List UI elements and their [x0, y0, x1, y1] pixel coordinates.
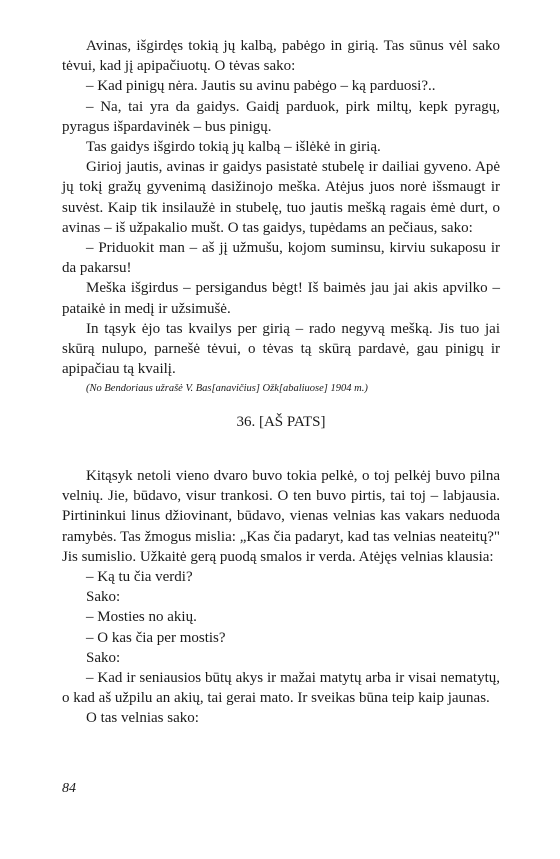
paragraph: O tas velnias sako:: [86, 710, 199, 727]
paragraph: Sako:: [86, 589, 121, 606]
page-number: 84: [62, 781, 76, 796]
paragraph: – Mosties no akių.: [86, 609, 197, 626]
paragraph: Avinas, išgirdęs tokią jų kalbą, pabėgo in girią. Tas sūnus vėl sako tėvui, kad jį apipačiuotų. O tėvas sako:: [62, 38, 500, 75]
paragraph: Girioj jautis, avinas ir gaidys pasistatė stubelę ir dailiai gyveno. Apė jų tokį gražų gyvenimą dasižinojo meška. Atėjus juos norė išsmaugt ir suvėst. Kaip tik insilaužė in stubelę, tuo jautis mešką ragais ėmė durt, o avinas – iš užpakalio mušt. O tas gaidys, tupėdams an pečiaus, sako:: [62, 159, 500, 236]
paragraph: – Na, tai yra da gaidys. Gaidį parduok, pirk miltų, kepk pyragų, pyragus išpardavinėk – bus pinigų.: [62, 98, 500, 135]
paragraph: – Kad ir seniausios būtų akys ir mažai matytų arba ir visai nematytų, o kad aš užpilu an akių, tai gerai mato. Ir sveikas būna teip kaip jaunas.: [62, 670, 500, 707]
paragraph: Meška išgirdus – persigandus bėgt! Iš baimės jau jai akis apvilko – pataikė in medį ir užsimušė.: [62, 280, 500, 317]
paragraph: – Kad pinigų nėra. Jautis su avinu pabėgo – ką parduosi?..: [86, 78, 436, 95]
paragraph: Tas gaidys išgirdo tokią jų kalbą – išlėkė in girią.: [86, 139, 381, 156]
paragraph: Kitąsyk netoli vieno dvaro buvo tokia pelkė, o toj pelkėj buvo pilna velnių. Jie, būdavo, visur trankosi. O ten buvo pirtis, tai toj – labjausia. Pirtininkui linus džiovinant, būdavo, vienas velnias kas vakars neduoda ramybės. Tas žmogus mislia: „Kas čia padaryt, kad tas velnias neateitų?" Jis sumislio. Užkaitė gerą puodą smalos ir verda. Atėjęs velnias klausia:: [62, 468, 500, 565]
story-title: 36. [AŠ PATS]: [236, 414, 326, 430]
source-note: (No Bendoriaus užrašė V. Bas[anavičius] Ožk[abaliuose] 1904 m.): [86, 383, 368, 395]
paragraph: – O kas čia per mostis?: [86, 629, 226, 646]
paragraph: – Priduokit man – aš jį užmušu, kojom suminsu, kirviu sukaposu ir da pakarsu!: [62, 240, 500, 277]
paragraph: In tąsyk ėjo tas kvailys per girią – rado negyvą mešką. Jis tuo jai skūrą nulupo, parnešė tėvui, o tėvas tą skūrą pardavė, gau pinigų ir apipačiau tą kvailį.: [62, 320, 500, 378]
paragraph: – Ką tu čia verdi?: [86, 569, 193, 586]
story-1-text: [62, 36, 500, 399]
paragraph: Sako:: [86, 649, 121, 666]
story-2-text: [62, 466, 500, 729]
